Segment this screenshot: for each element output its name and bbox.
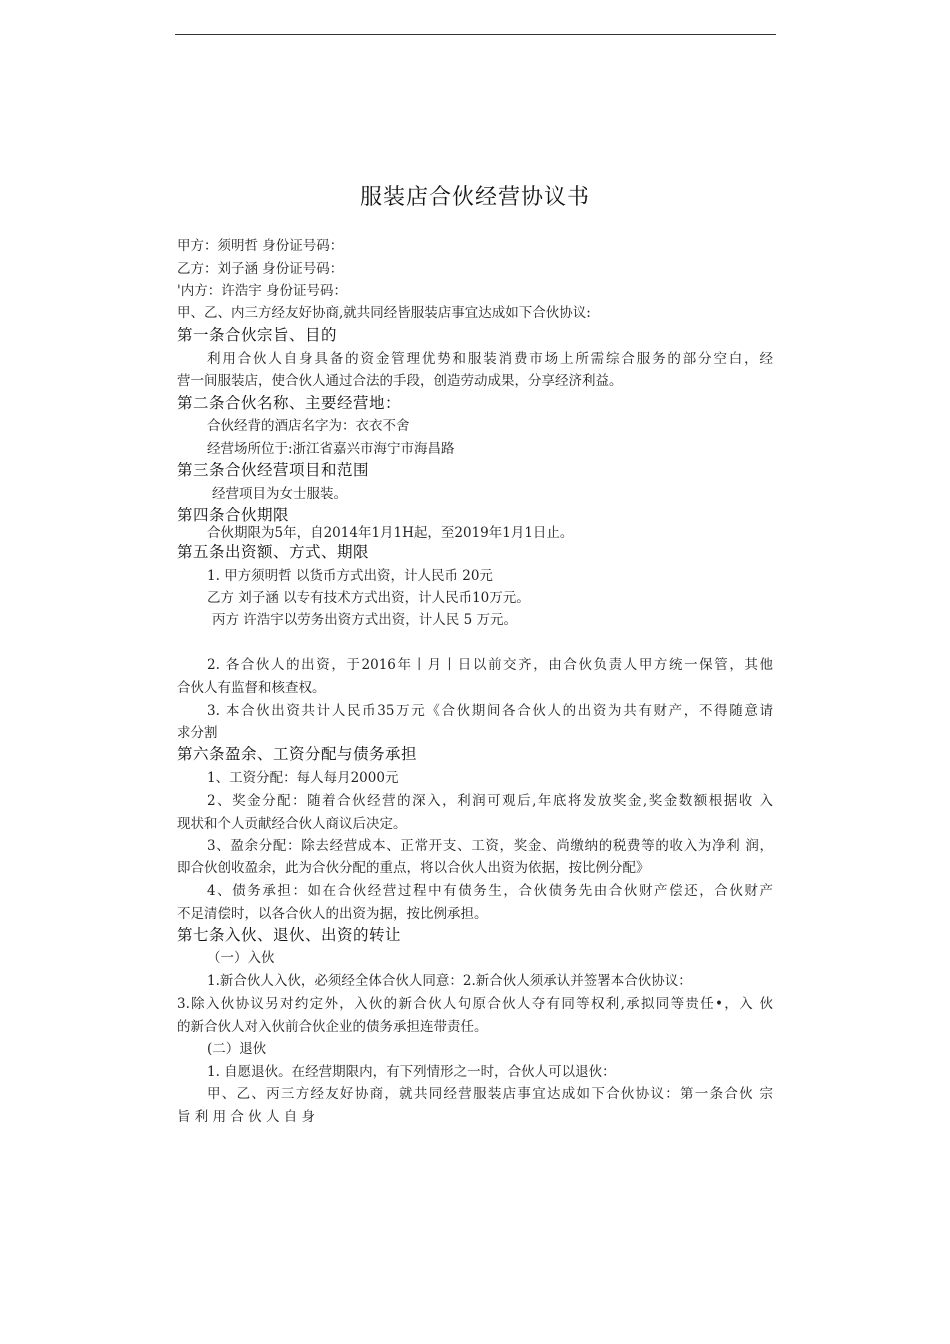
document-title: 服装店合伙经营协议书: [359, 185, 590, 210]
text-line: 甲方：须明哲 身份证号码：: [177, 238, 344, 254]
section-heading: 第一条合伙宗旨、目的: [177, 326, 338, 344]
text-line: 1. 自愿退伙。在经营期限内，有下列情形之一时，合伙人可以退伙：: [207, 1064, 616, 1080]
text-line: 2. 各合伙人的出资，于2016年丨月丨日以前交齐，由合伙负责人甲方统一保管，其他: [207, 657, 773, 673]
text-line: 3.除入伙协议另对约定外，入伙的新合伙人句原合伙人夺有同等权利,承拟同等贵任•，入 伙: [177, 996, 773, 1012]
text-line: 合伙人有监督和核查权。: [177, 680, 326, 696]
section-heading: 第四条合伙期限: [177, 506, 290, 524]
text-line: 求分割: [177, 725, 218, 741]
text-line: 3. 本合伙出资共计人民币35万元《合伙期间各合伙人的出资为共有财产，不得随意请: [207, 703, 773, 719]
text-line: 3、盈余分配：除去经营成本、正常开支、工资，奖金、尚缴纳的税费等的收入为净利 润，: [207, 838, 773, 854]
text-line: 2、奖金分配：随着合伙经营的深入，利润可观后,年底将发放奖金,奖金数额根据收 入: [207, 793, 773, 809]
section-heading: 第五条出资额、方式、期限: [177, 543, 370, 561]
text-line: '内方：许浩宇 身份证号码：: [177, 283, 348, 299]
text-line: 合伙经背的酒店名字为：衣衣不舍: [207, 418, 410, 434]
section-heading: 第七条入伙、退伙、出资的转让: [177, 926, 402, 944]
text-line: 1、工资分配：每人每月2000元: [207, 770, 399, 786]
text-line: 不足清偿时，以各合伙人的出资为据，按比例承担。: [177, 906, 488, 922]
text-line: 丙方 许浩宇以劳务出资方式出资，计人民 5 万元。: [212, 612, 517, 628]
text-line: 经营项目为女士服装。: [212, 486, 347, 502]
text-line: 甲、乙、丙三方经友好协商，就共同经营服装店事宜达成如下合伙协议：第一条合伙 宗: [207, 1086, 773, 1102]
text-line: (二）退伙: [207, 1041, 267, 1057]
section-heading: 第二条合伙名称、主要经营地：: [177, 394, 402, 412]
text-line: 的新合伙人对入伙前合伙企业的债务承担连带责任。: [177, 1019, 488, 1035]
text-line: 4、债务承担：如在合伙经营过程中有债务生，合伙债务先由合伙财产偿还，合伙财产: [207, 883, 773, 899]
text-line: 旨 利 用 合 伙 人 自 身: [177, 1109, 316, 1125]
text-line: 营一间服装店，使合伙人通过合法的手段，创造劳动成果，分享经济利益。: [177, 373, 623, 389]
text-line: 1. 甲方须明哲 以货币方式出资，计人民币 20元: [207, 568, 493, 584]
text-line: 乙方：刘子涵 身份证号码：: [177, 261, 344, 277]
text-line: 合伙期限为5年，自2014年1月1H起，至2019年1月1日止。: [207, 525, 574, 541]
text-line: 现状和个人贡献经合伙人商议后决定。: [177, 816, 407, 832]
text-line: 即合伙创收盈余，此为合伙分配的重点，将以合伙人出资为依据，按比例分配》: [177, 860, 650, 876]
section-heading: 第三条合伙经营项目和范围: [177, 461, 370, 479]
text-line: 1.新合伙人入伙，必须经全体合伙人同意：2.新合伙人须承认并签署本合伙协议：: [207, 973, 692, 989]
section-heading: 第六条盈余、工资分配与债务承担: [177, 745, 418, 763]
text-line: 经营场所位于:浙江省嘉兴市海宁市海昌路: [207, 441, 455, 457]
text-line: （一）入伙: [207, 950, 275, 966]
text-line: 利用合伙人自身具备的资金管理优势和服装消费市场上所需综合服务的部分空白，经: [207, 351, 773, 367]
text-line: 甲、乙、内三方经友好协商,就共同经皆服装店事宜达成如下合伙协议:: [177, 305, 591, 321]
header-rule: [175, 34, 776, 35]
text-line: 乙方 刘子涵 以专有技术方式出资，计人民币10万元。: [207, 590, 530, 606]
